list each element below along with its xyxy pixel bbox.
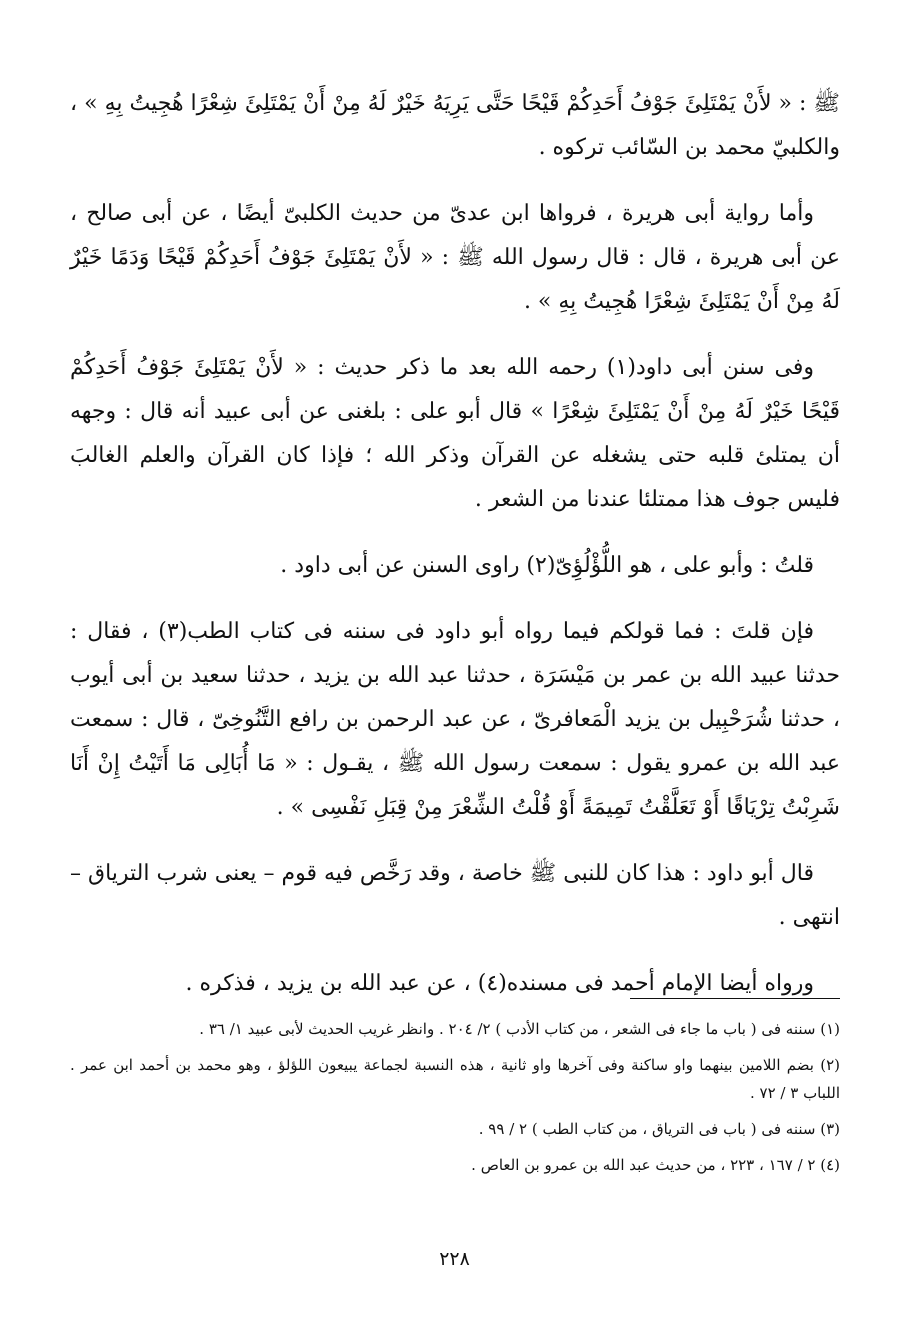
footnotes	[70, 998, 840, 1187]
paragraph-1: ﷺ : « لأَنْ يَمْتَلِئَ جَوْفُ أَحَدِكُمْ قَيْحًا حَتَّى يَرِيَهُ خَيْرٌ لَهُ مِنْ أَنْ يَمْتَلِئَ شِعْرًا هُجِيتُ بِهِ » ، والكلبيّ محمد بن السّائب تركوه .	[70, 91, 840, 160]
footnote-2: (٢) بضم اللامين بينهما واو ساكنة وفى آخرها واو ثانية ، هذه النسبة لجماعة يبيعون اللؤلؤ ، وهو محمد بن أحمد ابن عمر . اللباب ٣ / ٧٢ .	[70, 1056, 840, 1102]
footnote-1: (١) سننه فى ( باب ما جاء فى الشعر ، من كتاب الأدب ) ٢/ ٢٠٤ . وانظر غريب الحديث لأبى عبيد ١/ ٣٦ .	[199, 1020, 840, 1038]
page-number: ٢٢٨	[439, 1248, 470, 1270]
footnote-divider	[630, 998, 840, 999]
paragraph-6: قال أبو داود : هذا كان للنبى ﷺ خاصة ، وقد رَخَّص فيه قوم – يعنى شرب الترياق – انتهى .	[70, 861, 840, 930]
paragraph-2: وأما رواية أبى هريرة ، فرواها ابن عدىّ من حديث الكلبىّ أيضًا ، عن أبى صالح ، عن أبى هريرة ، قال : قال رسول الله ﷺ : « لأَنْ يَمْتَلِئَ جَوْفُ أَحَدِكُمْ قَيْحًا وَدَمًا خَيْرٌ لَهُ مِنْ أَنْ يَمْتَلِئَ شِعْرًا هُجِيتُ بِهِ » .	[70, 201, 840, 314]
main-text	[70, 82, 840, 1028]
paragraph-3: وفى سنن أبى داود(١) رحمه الله بعد ما ذكر حديث : « لأَنْ يَمْتَلِئَ جَوْفُ أَحَدِكُمْ قَيْحًا خَيْرٌ لَهُ مِنْ أَنْ يَمْتَلِئَ شِعْرًا » قال أبو على : بلغنى عن أبى عبيد أنه قال : وجهه أن يمتلئ قلبه حتى يشغله عن القرآن وذكر الله ؛ فإذا كان القرآن والعلم الغالبَ فليس جوف هذا ممتلئا عندنا من الشعر .	[70, 355, 840, 512]
paragraph-7: ورواه أيضا الإمام أحمد فى مسنده(٤) ، عن عبد الله بن يزيد ، فذكره .	[185, 971, 814, 996]
paragraph-5: فإن قلتَ : فما قولكم فيما رواه أبو داود فى سننه فى كتاب الطب(٣) ، فقال : حدثنا عبيد الله بن عمر بن مَيْسَرَة ، حدثنا عبد الله بن يزيد ، حدثنا سعيد بن أبى أيوب ، حدثنا شُرَحْبِيل بن يزيد الْمَعافرىّ ، عن عبد الرحمن بن رافع التَّنُوخِىّ ، قال : سمعت عبد الله بن عمرو يقول : سمعت رسول الله ﷺ ، يقـول : « مَا أُبَالِى مَا أَتَيْتُ إِنْ أَنَا شَرِبْتُ تِرْيَاقًا أَوْ تَعَلَّقْتُ تَمِيمَةً أَوْ قُلْتُ الشِّعْرَ مِنْ قِبَلِ نَفْسِى » .	[70, 619, 840, 820]
footnote-3: (٣) سننه فى ( باب فى الترياق ، من كتاب الطب ) ٢ / ٩٩ .	[478, 1120, 840, 1138]
paragraph-4: قلتُ : وأبو على ، هو اللُّؤْلُؤِىّ(٢) راوى السنن عن أبى داود .	[280, 553, 814, 578]
footnote-4: (٤) ٢ / ١٦٧ ، ٢٢٣ ، من حديث عبد الله بن عمرو بن العاص .	[471, 1156, 840, 1174]
